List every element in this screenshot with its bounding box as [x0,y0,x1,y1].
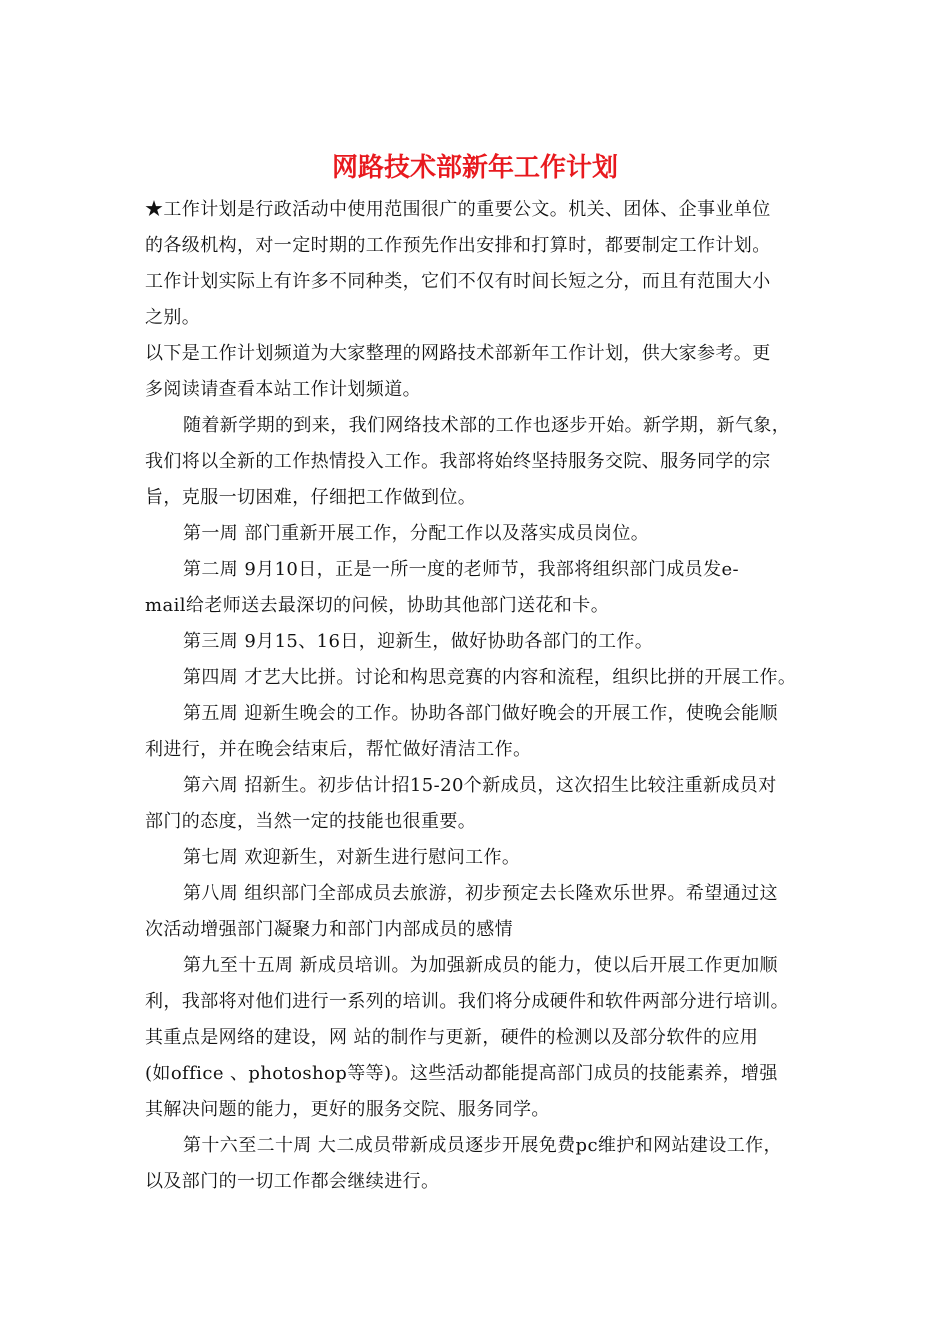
body-line: 以下是工作计划频道为大家整理的网路技术部新年工作计划，供大家参考。更 [145,343,771,364]
body-line: 随着新学期的到来，我们网络技术部的工作也逐步开始。新学期，新气象， [183,415,791,436]
body-line: 第三周 9月15、16日，迎新生，做好协助各部门的工作。 [183,631,654,652]
body-line: 我们将以全新的工作热情投入工作。我部将始终坚持服务交院、服务同学的宗 [145,451,771,472]
body-line: 利，我部将对他们进行一系列的培训。我们将分成硬件和软件两部分进行培训。 [145,991,789,1012]
body-line: 第九至十五周 新成员培训。为加强新成员的能力，使以后开展工作更加顺 [183,955,778,976]
document-title: 网路技术部新年工作计划 [331,153,618,183]
body-line: 次活动增强部门凝聚力和部门内部成员的感情 [145,919,513,940]
body-line: 以及部门的一切工作都会继续进行。 [145,1171,440,1192]
body-line: 第六周 招新生。初步估计招15-20个新成员，这次招生比较注重新成员对 [183,775,777,796]
body-line: 其重点是网络的建设，网 站的制作与更新，硬件的检测以及部分软件的应用 [145,1027,759,1048]
body-line: 多阅读请查看本站工作计划频道。 [145,379,421,400]
body-line: ★工作计划是行政活动中使用范围很广的重要公文。机关、团体、企事业单位 [145,199,771,220]
body-line: 利进行，并在晚会结束后，帮忙做好清洁工作。 [145,739,532,760]
body-line: 其解决问题的能力，更好的服务交院、服务同学。 [145,1099,550,1120]
body-line: 部门的态度，当然一定的技能也很重要。 [145,811,477,832]
body-line: 第四周 才艺大比拼。讨论和构思竞赛的内容和流程，组织比拼的开展工作。 [183,667,797,688]
body-line: 第五周 迎新生晚会的工作。协助各部门做好晚会的开展工作，使晚会能顺 [183,703,778,724]
body-line: 旨，克服一切困难，仔细把工作做到位。 [145,487,477,508]
body-line: 第七周 欢迎新生，对新生进行慰问工作。 [183,847,521,868]
body-line: 第二周 9月10日，正是一所一度的老师节，我部将组织部门成员发e- [183,559,740,580]
document-body [145,192,825,1200]
body-line: 之别。 [145,307,201,328]
body-line: 的各级机构，对一定时期的工作预先作出安排和打算时，都要制定工作计划。 [145,235,771,256]
body-line: (如office 、photoshop等等)。这些活动都能提高部门成员的技能素养，增强 [145,1063,778,1084]
body-line: 第八周 组织部门全部成员去旅游，初步预定去长隆欢乐世界。希望通过这 [183,883,778,904]
body-line: 第十六至二十周 大二成员带新成员逐步开展免费pc维护和网站建设工作， [183,1135,782,1156]
body-line: mail给老师送去最深切的问候，协助其他部门送花和卡。 [145,595,610,616]
body-line: 第一周 部门重新开展工作，分配工作以及落实成员岗位。 [183,523,650,544]
body-line: 工作计划实际上有许多不同种类，它们不仅有时间长短之分，而且有范围大小 [145,271,771,292]
